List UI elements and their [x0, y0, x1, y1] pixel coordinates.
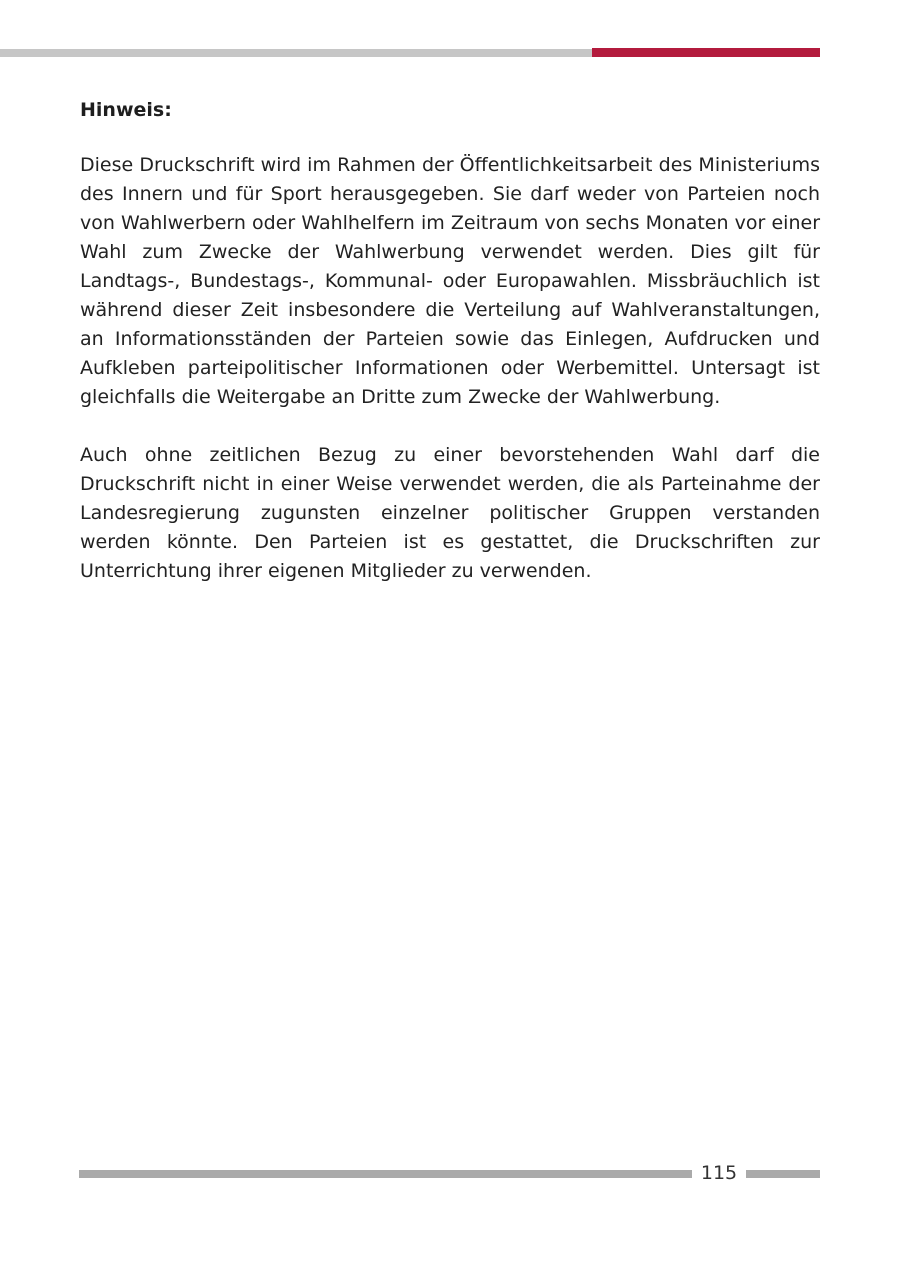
notice-paragraph-2: Auch ohne zeitlichen Bezug zu einer bevorstehenden Wahl darf die Druckschrift nicht in einer Weise verwendet werden, die als Parteinahme der Landesregierung zugunsten einzelner politischer Gruppen verstanden werden könnte. Den Parteien ist es gestattet, die Druckschriften zur Unterrichtung ihrer eigenen Mitglieder zu verwenden.	[80, 444, 820, 582]
page-number: 115	[700, 1162, 738, 1184]
footer-rule-left	[79, 1170, 692, 1178]
footer-rule-right	[746, 1170, 820, 1178]
header-rule-gray	[0, 49, 592, 57]
notice-paragraph-1: Diese Druckschrift wird im Rahmen der Öffentlichkeitsarbeit des Ministeriums des Innern und für Sport herausgegeben. Sie darf weder von Parteien noch von Wahlwerbern oder Wahlhelfern im Zeitraum von sechs Monaten vor einer Wahl zum Zwecke der Wahlwerbung verwendet werden. Dies gilt für Landtags-, Bundestags-, Kommunal- oder Europawahlen. Missbräuchlich ist während dieser Zeit insbesondere die Verteilung auf Wahlveranstaltungen, an Informationsständen der Parteien sowie das Einlegen, Aufdrucken und Aufkleben parteipolitischer Informationen oder Werbemittel. Untersagt ist gleichfalls die Weitergabe an Dritte zum Zwecke der Wahlwerbung.	[80, 154, 820, 408]
document-body	[80, 96, 820, 615]
header-rule-accent	[592, 48, 820, 57]
notice-heading: Hinweis:	[80, 99, 172, 121]
